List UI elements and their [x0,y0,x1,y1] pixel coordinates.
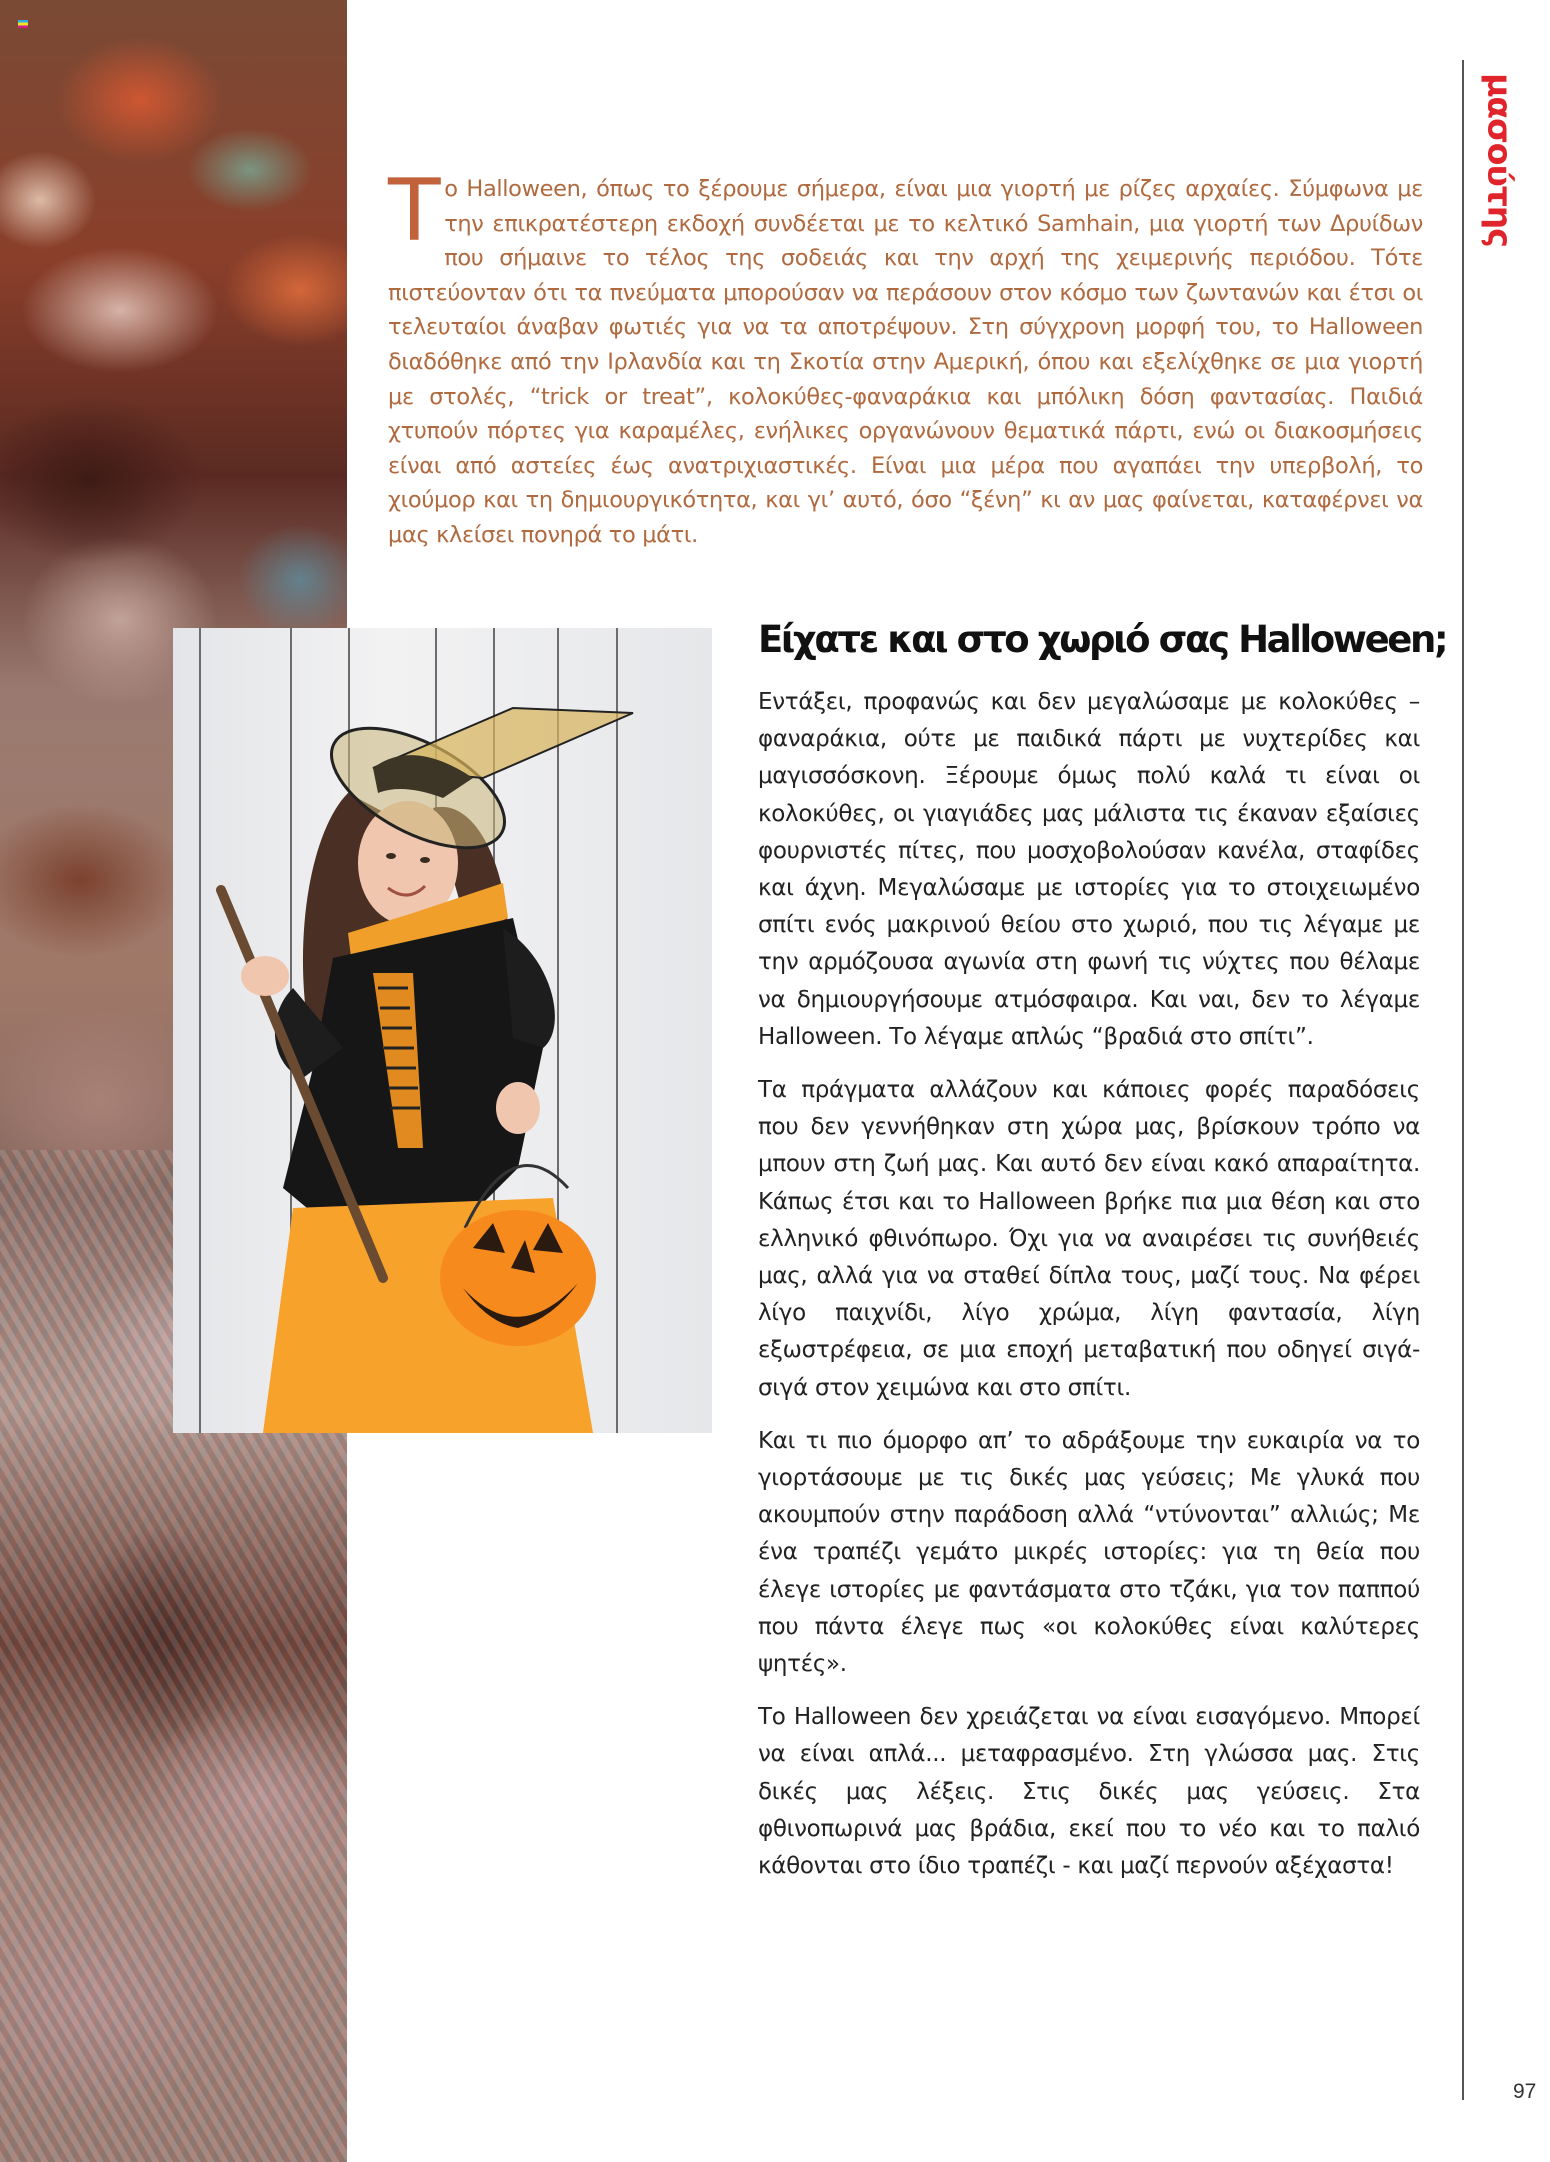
page-number: 97 [1513,2080,1537,2103]
article-heading: Είχατε και στο χωριό σας Halloween; [758,618,1447,661]
print-color-mark-icon [18,20,28,28]
article-paragraph: Και τι πιο όμορφο απ’ το αδράξουμε την ευκαιρία να το γιορτάσουμε με τις δικές μας γεύσεις; Με γλυκά που ακουμπούν στην παράδοση αλλά “ντύνονται” αλλιώς; Με ένα τραπέζι γεμάτο μικρές ιστορίες: για τη θεία που έλεγε ιστορίες με φαντάσματα στο τζάκι, για τον παππού που πάντα έλεγε πως «οι κολοκύθες είναι καλύτερες ψητές». [758,1427,1420,1678]
article-paragraph: Το Halloween δεν χρειάζεται να είναι εισαγόμενο. Μπορεί να είναι απλά... μεταφρασμένο. Στη γλώσσα μας. Στις δικές μας λέξεις. Στις δικές μας γεύσεις. Στα φθινοπωρινά μας βράδια, εκεί που το νέο και το παλιό κάθονται στο ίδιο τραπέζι - και μαζί περνούν αξέχαστα! [758,1704,1420,1880]
intro-paragraph [388,161,1423,553]
intro-text: ο Halloween, όπως το ξέρουμε σήμερα, είναι μια γιορτή με ρίζες αρχαίες. Σύμφωνα με την επικρατέστερη εκδοχή συνδέεται με το κελτικό Samhain, μια γιορτή των Δρυίδων που σήμαινε το τέλος της σοδειάς και την αρχή της χειμερινής περιόδου. Τότε πιστεύονταν ότι τα πνεύματα μπορούσαν να περάσουν στον κόσμο των ζωντανών και έτσι οι τελευταίοι άναβαν φωτιές για να τα αποτρέψουν. Στη σύγχρονη μορφή του, το Halloween διαδόθηκε από την Ιρλανδία και τη Σκοτία στην Αμερική, όπου και εξελίχθηκε σε μια γιορτή με στολές, “trick or treat”, κολοκύθες-φαναράκια και μπόλικη δόση φαντασίας. Παιδιά χτυπούν πόρτες για καραμέλες, ενήλικες οργανώνουν θεματικά πάρτι, ενώ οι διακοσμήσεις είναι από αστείες έως ανατριχιαστικές. Είναι μια μέρα που αγαπάει την υπερβολή, το χιούμορ και τη δημιουργικότητα, και γι’ αυτό, όσο “ξένη” κι αν μας φαίνεται, καταφέρνει να μας κλείσει πονηρά το μάτι. [388,176,1423,548]
article-body [758,684,1420,1901]
article-paragraph: Τα πράγματα αλλάζουν και κάποιες φορές παραδόσεις που δεν γεννήθηκαν στη χώρα μας, βρίσκουν τρόπο να μπουν στη ζωή μας. Και αυτό δεν είναι κακό απαραίτητα. Κάπως έτσι και το Halloween βρήκε πια μια θέση και στο ελληνικό φθινόπωρο. Όχι για να αναιρέσει τις συνήθειές μας, αλλά για να σταθεί δίπλα τους, μαζί τους. Να φέρει λίγο παιχνίδι, λίγο χρώμα, λίγη φαντασία, λίγη εξωστρέφεια, σε μια εποχή μεταβατική που οδηγεί σιγά-σιγά στον χειμώνα και στο σπίτι. [758,1077,1420,1401]
article-paragraph: Εντάξει, προφανώς και δεν μεγαλώσαμε με κολοκύθες – φαναράκια, ούτε με παιδικά πάρτι με νυχτερίδες και μαγισσόσκονη. Ξέρουμε όμως πολύ καλά τι είναι οι κολοκύθες, οι γιαγιάδες μας μάλιστα τις έκαναν εξαίσιες φουρνιστές πίτες, που μοσχοβολούσαν κανέλα, σταφίδες και άχνη. Μεγαλώσαμε με ιστορίες για το στοιχειωμένο σπίτι ενός μακρινού θείου στο χωριό, που τις λέγαμε με την αρμόζουσα αγωνία στη φωνή τις νύχτες που θέλαμε να δημιουργήσουμε ατμόσφαιρα. Και ναι, δεν το λέγαμε Halloween. Το λέγαμε απλώς “βραδιά στο σπίτι”. [758,689,1420,1050]
witch-girl-illustration [173,628,712,1433]
drop-cap: Τ [388,161,441,261]
vertical-divider [1462,60,1464,2100]
witch-girl-photo [173,628,712,1433]
brand-logo [1470,60,1530,260]
brand-logo-text: μασούτης [1480,73,1520,247]
